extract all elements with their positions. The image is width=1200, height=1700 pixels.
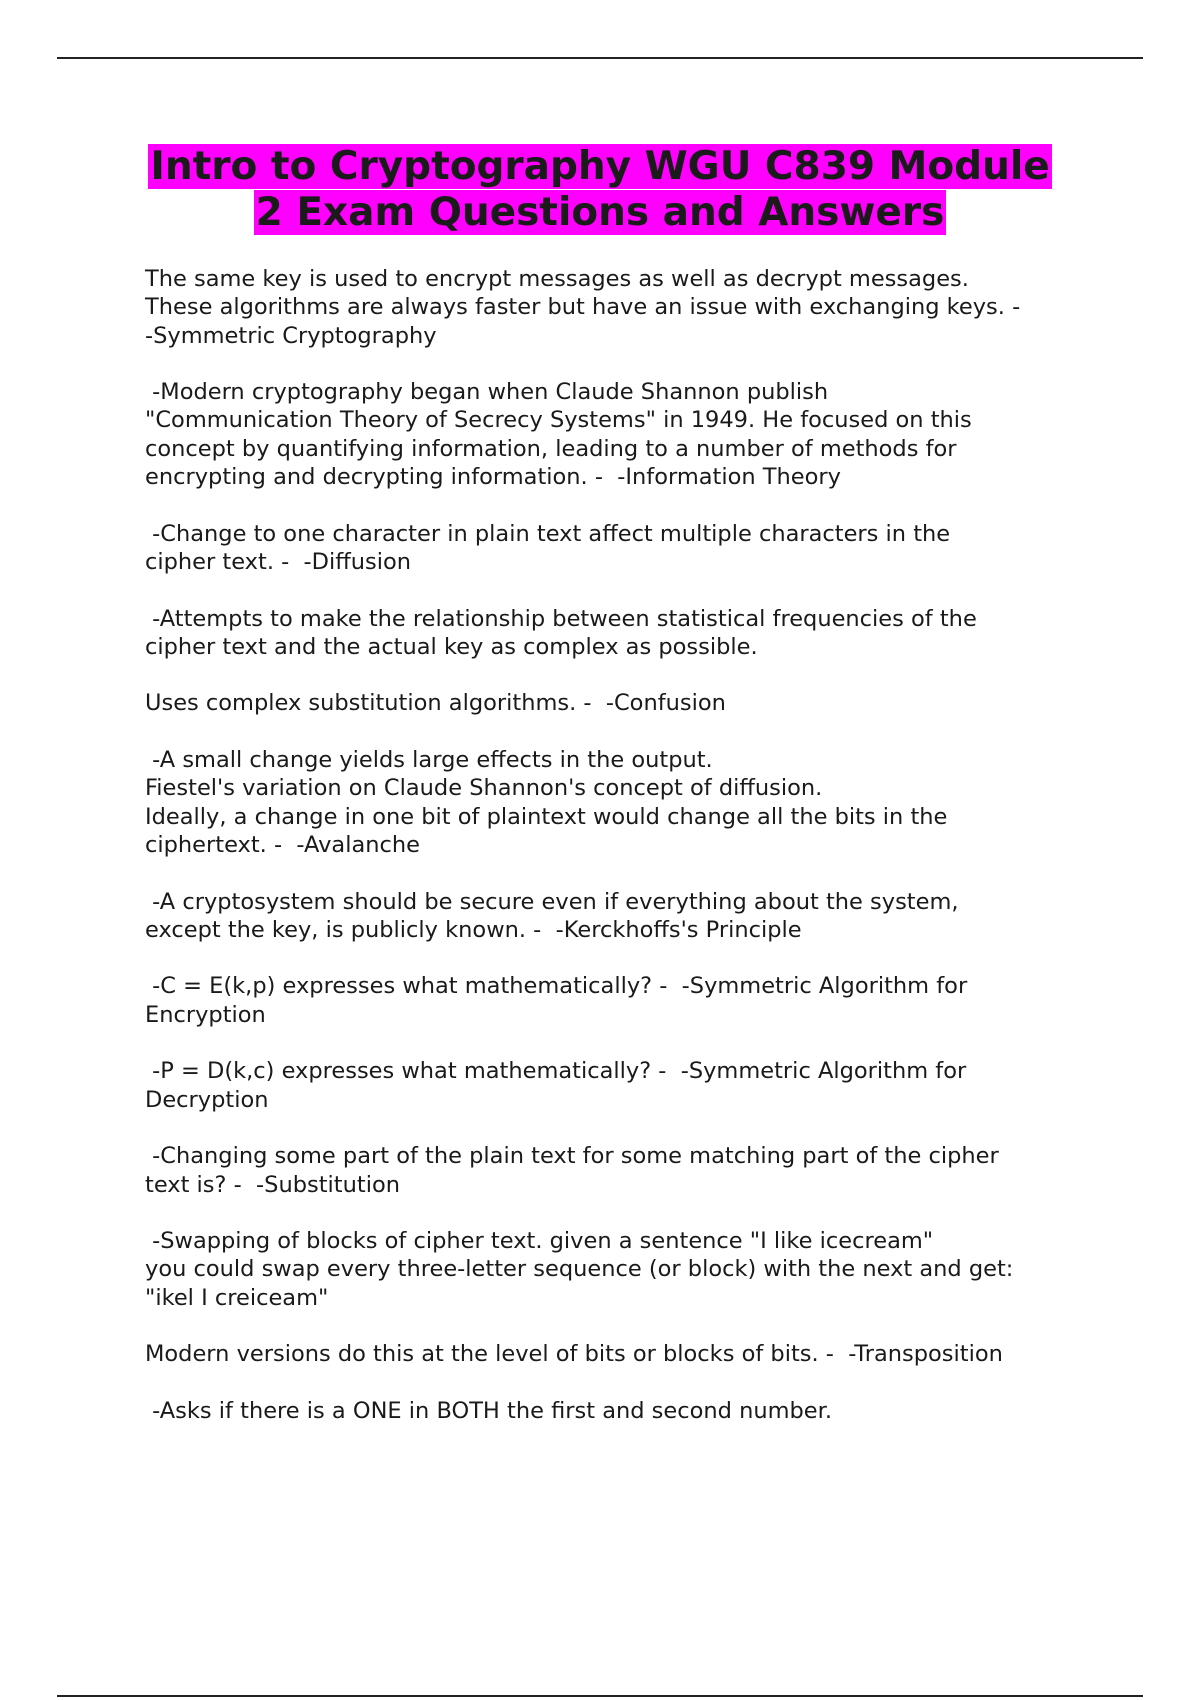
qa-paragraph: -C = E(k,p) expresses what mathematically? - -Symmetric Algorithm for Encryption	[145, 973, 968, 1028]
qa-paragraph: -A small change yields large effects in the output. Fiestel's variation on Claude Shannon's concept of diffusion. Ideally, a change in one bit of plaintext would change all the bits in the ciphertext. - -Avalanche	[145, 747, 948, 858]
qa-paragraph: -P = D(k,c) expresses what mathematically? - -Symmetric Algorithm for Decryption	[145, 1058, 967, 1113]
qa-paragraph: -A cryptosystem should be secure even if everything about the system, except the key, is publicly known. - -Kerckhoffs's Principle	[145, 888, 959, 943]
document-title	[100, 144, 1100, 236]
top-rule	[57, 57, 1143, 59]
qa-paragraph: -Swapping of blocks of cipher text. given a sentence "I like icecream" you could swap every three-letter sequence (or block) with the next and get: "ikel I creiceam"	[145, 1228, 1014, 1311]
title-line-1: Intro to Cryptography WGU C839 Module	[150, 144, 1050, 189]
qa-paragraph: -Changing some part of the plain text for some matching part of the cipher text is? - -Substitution	[145, 1143, 999, 1198]
document-body	[145, 265, 1105, 1453]
qa-paragraph: -Attempts to make the relationship between statistical frequencies of the cipher text and the actual key as complex as possible.	[145, 605, 977, 660]
qa-paragraph: -Asks if there is a ONE in BOTH the first and second number.	[145, 1397, 832, 1424]
bottom-rule	[57, 1695, 1143, 1697]
qa-paragraph: The same key is used to encrypt messages as well as decrypt messages. These algorithms are always faster but have an issue with exchanging keys. - -Symmetric Cryptography	[145, 266, 1021, 349]
qa-paragraph: -Modern cryptography began when Claude Shannon publish "Communication Theory of Secrecy Systems" in 1949. He focused on this concept by quantifying information, leading to a number of methods for encrypting and decrypting information. - -Information Theory	[145, 379, 972, 491]
title-line-2: 2 Exam Questions and Answers	[255, 190, 945, 235]
qa-paragraph: Modern versions do this at the level of bits or blocks of bits. - -Transposition	[145, 1341, 1003, 1368]
qa-paragraph: Uses complex substitution algorithms. - -Confusion	[145, 690, 726, 717]
qa-paragraph: -Change to one character in plain text affect multiple characters in the cipher text. - -Diffusion	[145, 520, 951, 575]
